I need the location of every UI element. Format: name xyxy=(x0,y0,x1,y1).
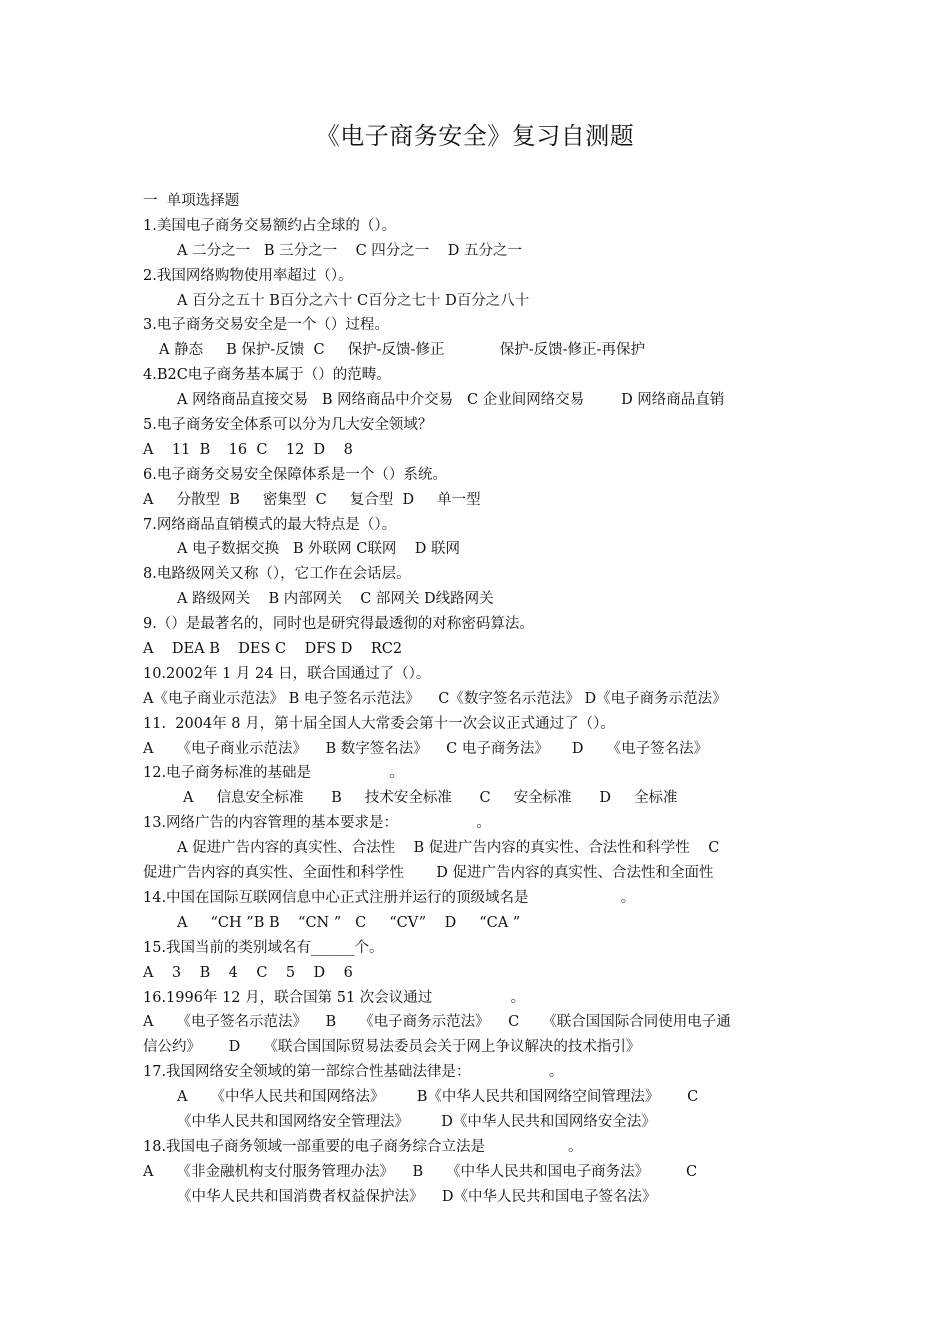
text-line: 3.电子商务交易安全是一个（）过程。 xyxy=(143,317,389,334)
text-line: A 《非金融机构支付服务管理办法》 B 《中华人民共和国电子商务法》 C xyxy=(143,1163,698,1180)
question-list xyxy=(143,189,823,1210)
text-line: A 路级网关 B 内部网关 C 部网关 D线路网关 xyxy=(177,591,494,608)
text-line: 16.1996年 12 月，联合国第 51 次会议通过 。 xyxy=(143,989,526,1006)
text-line: 13.网络广告的内容管理的基本要求是： 。 xyxy=(143,815,491,832)
text-line: 5.电子商务安全体系可以分为几大安全领域？ xyxy=(143,417,433,434)
text-line: 促进广告内容的真实性、全面性和科学性 D 促进广告内容的真实性、合法性和全面性 xyxy=(143,865,714,882)
text-line: A 促进广告内容的真实性、合法性 B 促进广告内容的真实性、合法性和科学性 C xyxy=(177,840,720,857)
text-line: 信公约》 D 《联合国国际贸易法委员会关于网上争议解决的技术指引》 xyxy=(143,1039,641,1056)
text-line: A “CH ”B B “CN ” C “CV” D “CA ” xyxy=(177,914,521,931)
text-line: A 《电子商业示范法》 B 数字签名法》 C 电子商务法》 D 《电子签名法》 xyxy=(143,740,709,757)
text-line: A 静态 B 保护-反馈 C 保护-反馈-修正 保护-反馈-修正-再保护 xyxy=(159,342,645,359)
text-line: A 二分之一 B 三分之一 C 四分之一 D 五分之一 xyxy=(177,242,522,259)
text-line: 18.我国电子商务领域一部重要的电子商务综合立法是 。 xyxy=(143,1138,583,1155)
text-line: 2.我国网络购物使用率超过（）。 xyxy=(143,267,353,284)
text-line: 12.电子商务标准的基础是 。 xyxy=(143,765,404,782)
text-line: A 3 B 4 C 5 D 6 xyxy=(143,964,353,981)
text-line: A 网络商品直接交易 B 网络商品中介交易 C 企业间网络交易 D 网络商品直销 xyxy=(177,392,725,409)
text-line: A 分散型 B 密集型 C 复合型 D 单一型 xyxy=(143,491,481,508)
text-line: 9.（）是最著名的，同时也是研究得最透彻的对称密码算法。 xyxy=(143,616,534,633)
text-line: A 信息安全标准 B 技术安全标准 C 安全标准 D 全标准 xyxy=(183,790,678,807)
text-line: 7.网络商品直销模式的最大特点是（）。 xyxy=(143,516,397,533)
text-line: 14.中国在国际互联网信息中心正式注册并运行的顶级域名是 。 xyxy=(143,889,636,906)
text-line: 一 单项选择题 xyxy=(143,193,240,209)
text-line: 4.B2C电子商务基本属于（）的范畴。 xyxy=(143,367,391,384)
text-line: 1.美国电子商务交易额约占全球的（）。 xyxy=(143,217,397,234)
text-line: 8.电路级网关又称（），它工作在会话层。 xyxy=(143,566,411,583)
text-line: A 电子数据交换 B 外联网 C联网 D 联网 xyxy=(177,541,461,558)
document-title: 《电子商务安全》复习自测题 xyxy=(315,122,635,150)
text-line: 《中华人民共和国网络安全管理法》 D《中华人民共和国网络安全法》 xyxy=(177,1113,656,1130)
text-line: 《中华人民共和国消费者权益保护法》 D《中华人民共和国电子签名法》 xyxy=(177,1188,657,1205)
text-line: A 《中华人民共和国网络法》 B《中华人民共和国网络空间管理法》 C xyxy=(177,1089,699,1106)
text-line: 15.我国当前的类别域名有______个。 xyxy=(143,939,384,956)
text-line: 17.我国网络安全领域的第一部综合性基础法律是： 。 xyxy=(143,1064,564,1081)
text-line: A 11 B 16 C 12 D 8 xyxy=(143,441,353,458)
text-line: A 《电子签名示范法》 B 《电子商务示范法》 C 《联合国国际合同使用电子通 xyxy=(143,1014,731,1031)
text-line: 10.2002年 1 月 24 日，联合国通过了（）。 xyxy=(143,665,431,682)
text-line: A《电子商业示范法》 B 电子签名示范法》 C《数字签名示范法》 D《电子商务示范法》 xyxy=(143,690,727,707)
text-line: A DEA B DES C DFS D RC2 xyxy=(143,641,403,658)
text-line: 6.电子商务交易安全保障体系是一个（）系统。 xyxy=(143,466,447,483)
text-line: A 百分之五十 B百分之六十 C百分之七十 D百分之八十 xyxy=(177,292,530,309)
text-line: 11. 2004年 8 月，第十届全国人大常委会第十一次会议正式通过了（）。 xyxy=(143,715,615,732)
